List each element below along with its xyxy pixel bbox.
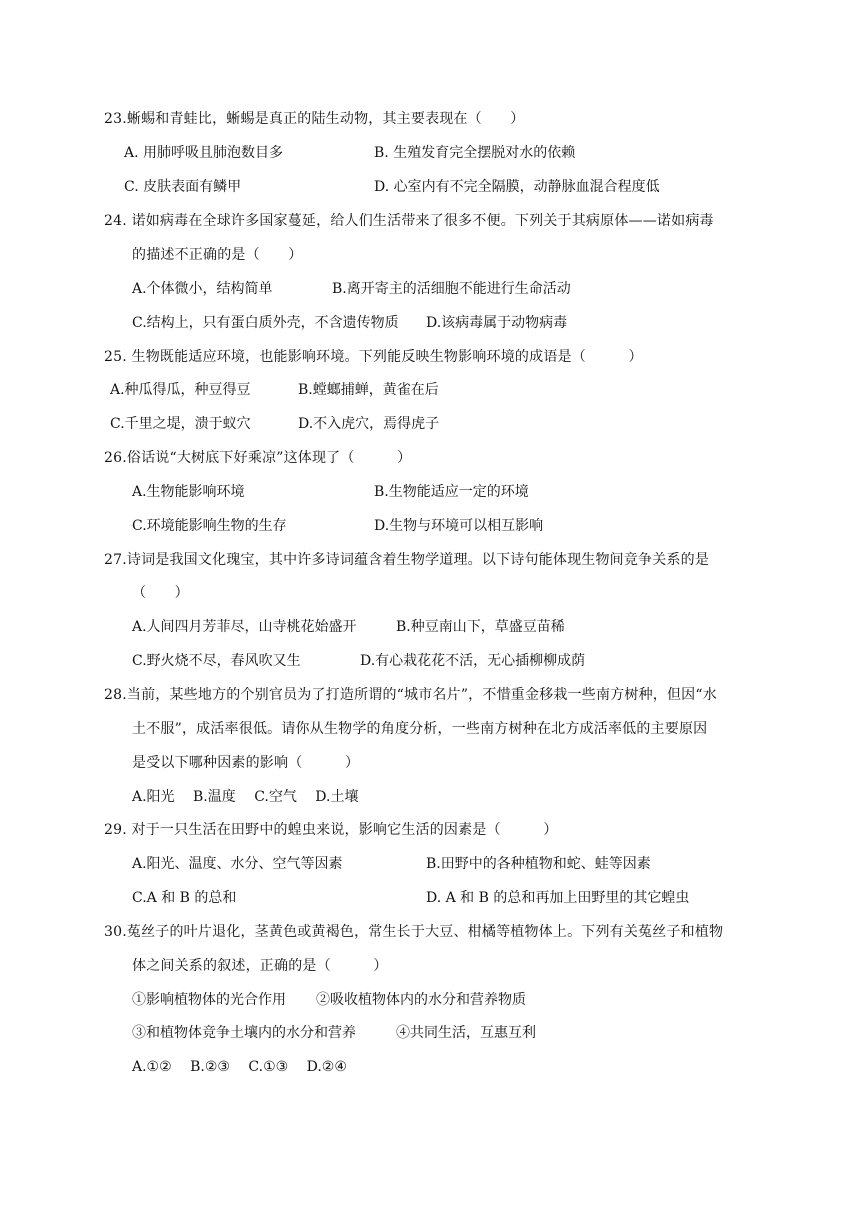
question-24-option-b: B.离开寄主的活细胞不能进行生命活动 — [332, 281, 571, 297]
question-24-stem-line-2: 的描述不正确的是（ ） — [132, 247, 303, 263]
question-23-option-c: C. 皮肤表面有鳞甲 — [124, 179, 242, 195]
question-26-option-d: D.生物与环境可以相互影响 — [374, 518, 544, 534]
question-27-option-b: B.种豆南山下，草盛豆苗稀 — [396, 619, 565, 635]
question-29-option-b: B.田野中的各种植物和蛇、蛙等因素 — [426, 856, 651, 872]
question-23-option-a: A. 用肺呼吸且肺泡数目多 — [124, 145, 284, 161]
question-29-option-c: C.A 和 B 的总和 — [132, 890, 237, 906]
question-28-options: A.阳光 B.温度 C.空气 D.土壤 — [132, 789, 359, 805]
question-28-stem-line-3: 是受以下哪种因素的影响（ ） — [132, 755, 360, 771]
question-29-option-d: D. A 和 B 的总和再加上田野里的其它蝗虫 — [426, 890, 690, 906]
question-27-stem-line-2: （ ） — [132, 585, 189, 601]
question-26-option-c: C.环境能影响生物的生存 — [132, 518, 287, 534]
question-27-option-d: D.有心栽花花不活，无心插柳柳成荫 — [360, 653, 586, 669]
question-28-stem-line-2: 土不服”，成活率很低。请你从生物学的角度分析，一些南方树种在北方成活率低的主要原因 — [132, 721, 708, 737]
question-30-statement-4: ④共同生活，互惠互利 — [396, 1025, 536, 1041]
question-24-stem-line-1: 24. 诺如病毒在全球许多国家蔓延，给人们生活带来了很多不便。下列关于其病原体——诺如病毒 — [104, 213, 714, 229]
question-26-stem: 26.俗话说“大树底下好乘凉”这体现了（ ） — [104, 450, 412, 466]
question-30-statement-3: ③和植物体竞争土壤内的水分和营养 — [132, 1025, 356, 1041]
question-27-stem-line-1: 27.诗词是我国文化瑰宝，其中许多诗词蕴含着生物学道理。以下诗句能体现生物间竞争关系的是 — [104, 552, 710, 568]
question-23-option-b: B. 生殖发育完全摆脱对水的依赖 — [374, 145, 576, 161]
question-25-option-a: A.种瓜得瓜，种豆得豆 — [110, 382, 251, 398]
question-27-option-c: C.野火烧不尽，春风吹又生 — [132, 653, 301, 669]
question-24-option-d: D.该病毒属于动物病毒 — [426, 315, 568, 331]
question-30-stem-line-1: 30.菟丝子的叶片退化，茎黄色或黄褐色，常生长于大豆、柑橘等植物体上。下列有关菟丝子和植物 — [104, 924, 724, 940]
question-30-statement-2: ②吸收植物体内的水分和营养物质 — [316, 992, 526, 1008]
question-25-option-b: B.螳螂捕蝉，黄雀在后 — [298, 382, 439, 398]
question-25-option-d: D.不入虎穴，焉得虎子 — [298, 416, 440, 432]
question-24-option-c: C.结构上，只有蛋白质外壳，不含遗传物质 — [132, 315, 399, 331]
question-23-option-d: D. 心室内有不完全隔膜，动静脉血混合程度低 — [374, 179, 660, 195]
question-30-options: A.①② B.②③ C.①③ D.②④ — [132, 1059, 347, 1075]
question-26-option-a: A.生物能影响环境 — [132, 484, 245, 500]
question-30-stem-line-2: 体之间关系的叙述，正确的是（ ） — [132, 958, 388, 974]
question-28-stem-line-1: 28.当前，某些地方的个别官员为了打造所谓的“城市名片”，不惜重金移栽一些南方树种，但因“水 — [104, 687, 717, 703]
question-24-option-a: A.个体微小，结构简单 — [132, 281, 273, 297]
question-25-stem: 25. 生物既能适应环境，也能影响环境。下列能反映生物影响环境的成语是（ ） — [104, 349, 643, 365]
question-29-stem: 29. 对于一只生活在田野中的蝗虫来说，影响它生活的因素是（ ） — [104, 822, 558, 838]
question-30-statement-1: ①影响植物体的光合作用 — [132, 992, 286, 1008]
question-26-option-b: B.生物能适应一定的环境 — [374, 484, 529, 500]
question-23-stem: 23.蜥蜴和青蛙比，蜥蜴是真正的陆生动物，其主要表现在（ ） — [104, 111, 525, 127]
question-27-option-a: A.人间四月芳菲尽，山寺桃花始盛开 — [132, 619, 357, 635]
question-29-option-a: A.阳光、温度、水分、空气等因素 — [132, 856, 343, 872]
question-25-option-c: C.千里之堤，溃于蚁穴 — [110, 416, 251, 432]
